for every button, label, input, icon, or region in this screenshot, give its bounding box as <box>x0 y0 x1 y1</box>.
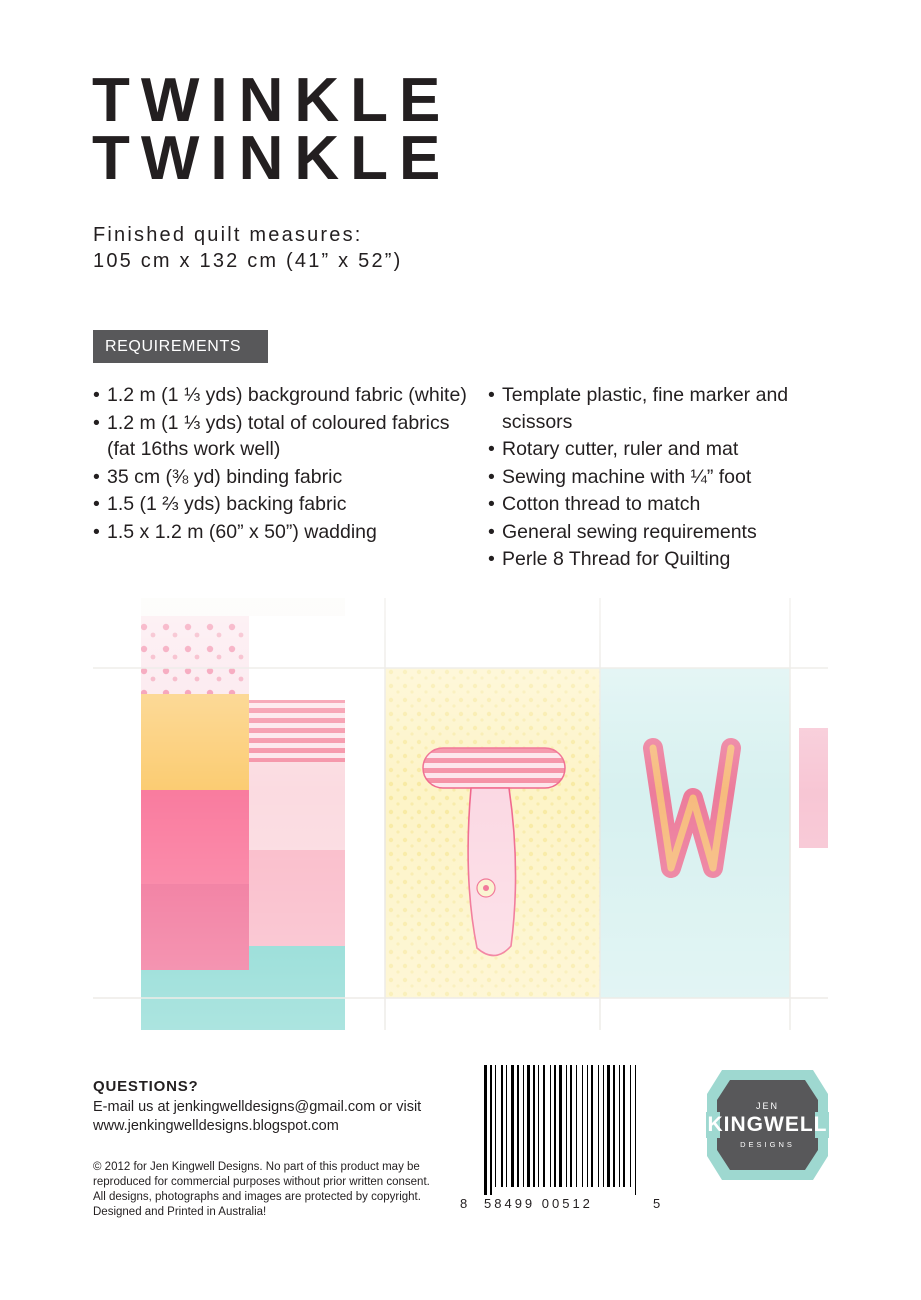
list-item: • 1.5 (1 ⅔ yds) backing fabric <box>93 491 473 518</box>
barcode-bar <box>527 1065 530 1187</box>
questions-website-line: www.jenkingwelldesigns.blogspot.com <box>93 1118 339 1134</box>
barcode-bar <box>488 1065 489 1195</box>
logo-text <box>700 1060 835 1190</box>
title-block <box>92 66 712 193</box>
barcode-bar <box>621 1065 622 1187</box>
barcode-bar <box>546 1065 549 1187</box>
measure-label: Finished quilt measures: <box>93 224 363 246</box>
barcode-bar <box>540 1065 542 1187</box>
barcode-bar <box>603 1065 604 1187</box>
list-item: • Cotton thread to match <box>488 491 863 518</box>
barcode-bar <box>501 1065 503 1187</box>
barcode-bar <box>557 1065 558 1187</box>
barcode-middle-digits: 58499 00512 <box>484 1196 593 1211</box>
list-item: • Rotary cutter, ruler and mat <box>488 436 863 463</box>
barcode-bar <box>493 1065 494 1187</box>
copyright-line: All designs, photographs and images are protected by copyright. <box>93 1191 421 1203</box>
list-item: • 1.2 m (1 ⅓ yds) total of coloured fabrics (fat 16ths work well) <box>93 410 473 463</box>
barcode-bar <box>616 1065 618 1187</box>
barcode-bar <box>635 1065 636 1195</box>
barcode-bar <box>607 1065 610 1187</box>
barcode-bar <box>637 1065 638 1195</box>
barcode-bar <box>591 1065 593 1187</box>
requirements-left-column <box>93 382 473 546</box>
barcode-bar <box>576 1065 577 1187</box>
quilt-photo-illustration <box>93 598 828 1030</box>
barcode-bar <box>582 1065 583 1187</box>
barcode-bar <box>538 1065 539 1187</box>
barcode-bar <box>573 1065 575 1187</box>
brand-logo <box>700 1060 835 1190</box>
questions-email-line: E-mail us at jenkingwelldesigns@gmail.com or visit <box>93 1099 422 1115</box>
barcode-bar <box>598 1065 599 1187</box>
barcode-bar <box>515 1065 516 1187</box>
barcode-bar <box>589 1065 590 1187</box>
barcode-bar <box>584 1065 586 1187</box>
barcode-bar <box>495 1065 496 1187</box>
barcode-bar <box>605 1065 606 1187</box>
copyright-block <box>93 1160 443 1220</box>
barcode-bar <box>632 1065 634 1195</box>
requirements-heading: REQUIREMENTS <box>93 330 268 363</box>
logo-line-kingwell: KINGWELL <box>707 1113 828 1136</box>
copyright-line: © 2012 for Jen Kingwell Designs. No part of this product may be <box>93 1161 420 1173</box>
page-title-line-2: TWINKLE <box>92 124 452 193</box>
barcode-bar <box>554 1065 556 1187</box>
barcode-bar <box>552 1065 553 1187</box>
barcode-bar <box>600 1065 602 1187</box>
barcode-bar <box>523 1065 524 1187</box>
barcode-bar <box>520 1065 522 1187</box>
barcode-bar <box>559 1065 562 1187</box>
barcode-bar <box>517 1065 519 1187</box>
barcode-bar <box>611 1065 612 1187</box>
questions-title: QUESTIONS? <box>93 1078 199 1095</box>
barcode-bar <box>623 1065 625 1187</box>
barcode-bar <box>543 1065 545 1187</box>
barcode-bar <box>570 1065 572 1187</box>
measure-value: 105 cm x 132 cm (41” x 52”) <box>93 250 403 272</box>
list-item: • Template plastic, fine marker and scissors <box>488 382 863 435</box>
barcode-bar <box>619 1065 620 1187</box>
barcode <box>460 1065 670 1225</box>
barcode-right-digit: 5 <box>653 1196 661 1211</box>
logo-line-jen: JEN <box>755 1101 779 1111</box>
barcode-bar <box>533 1065 535 1187</box>
barcode-bar <box>563 1065 565 1187</box>
barcode-left-digit: 8 <box>460 1196 468 1211</box>
barcode-bar <box>594 1065 597 1187</box>
barcode-bar <box>490 1065 492 1195</box>
list-item: • General sewing requirements <box>488 519 863 546</box>
finished-measurements <box>93 222 713 274</box>
list-item: • Perle 8 Thread for Quilting <box>488 546 863 573</box>
barcode-bar <box>587 1065 588 1187</box>
questions-block <box>93 1078 473 1136</box>
list-item: • 1.5 x 1.2 m (60” x 50”) wadding <box>93 519 473 546</box>
copyright-line: Designed and Printed in Australia! <box>93 1206 267 1218</box>
barcode-bar <box>525 1065 526 1187</box>
barcode-bar <box>536 1065 537 1187</box>
barcode-bar <box>508 1065 510 1187</box>
barcode-bar <box>566 1065 567 1187</box>
barcode-bar <box>511 1065 514 1187</box>
barcode-bar <box>630 1065 631 1187</box>
logo-line-designs: DESIGNS <box>740 1140 795 1149</box>
barcode-bar <box>506 1065 507 1187</box>
barcode-bar <box>613 1065 615 1187</box>
page-title-line-1: TWINKLE <box>92 66 452 135</box>
list-item: • 35 cm (⅜ yd) binding fabric <box>93 464 473 491</box>
quilt-photo <box>93 598 828 1030</box>
requirements-right-column <box>488 382 863 574</box>
list-item: • 1.2 m (1 ⅓ yds) background fabric (white) <box>93 382 473 409</box>
copyright-line: reproduced for commercial purposes without prior written consent. <box>93 1176 430 1188</box>
barcode-bars <box>484 1065 648 1195</box>
barcode-bar <box>484 1065 487 1195</box>
barcode-bar <box>568 1065 569 1187</box>
barcode-bar <box>578 1065 581 1187</box>
barcode-bar <box>497 1065 500 1187</box>
barcode-bar <box>504 1065 505 1187</box>
barcode-bar <box>550 1065 551 1187</box>
barcode-bar <box>626 1065 629 1187</box>
barcode-bar <box>531 1065 532 1187</box>
list-item: • Sewing machine with ¼” foot <box>488 464 863 491</box>
